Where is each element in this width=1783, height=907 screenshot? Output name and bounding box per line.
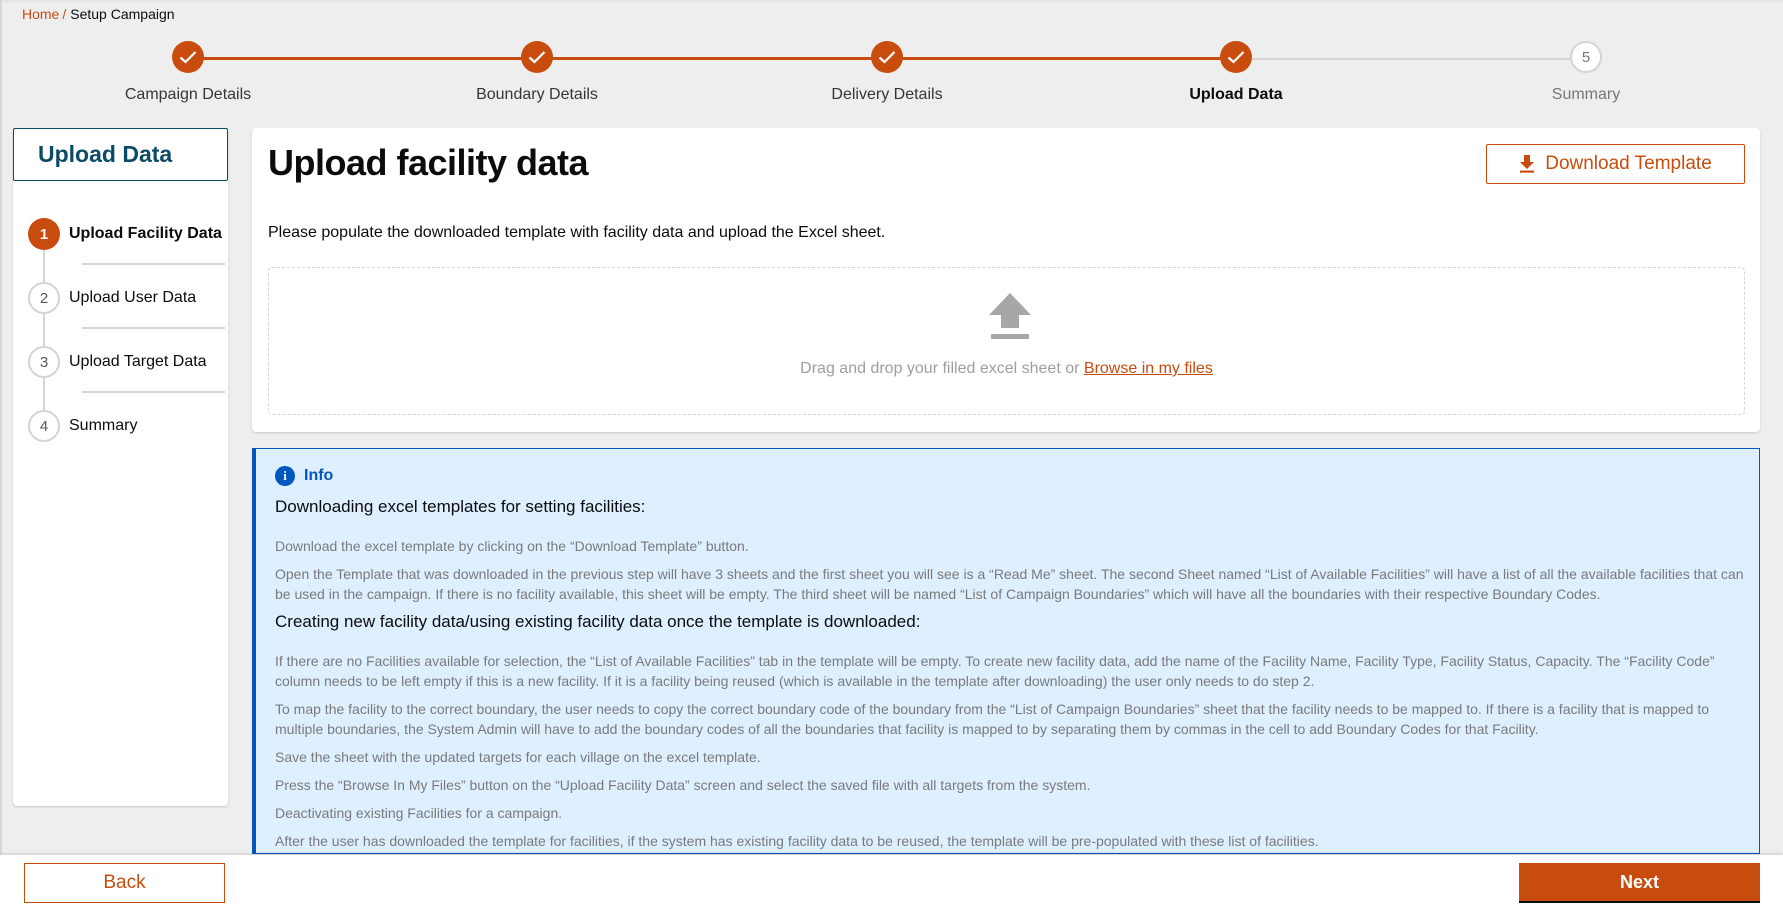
sidebar-item-label: Upload User Data (69, 289, 197, 306)
breadcrumb-current: Setup Campaign (70, 6, 175, 22)
sidebar-item-upload-target-data[interactable] (28, 346, 218, 410)
sidebar-item-summary[interactable] (28, 410, 218, 474)
info-heading: Creating new facility data/using existing facility data once the template is downloaded: (275, 612, 921, 631)
step-number: 5 (1570, 41, 1602, 73)
sidebar-steps (28, 218, 222, 474)
info-header (275, 466, 333, 486)
sidebar-connector (43, 314, 45, 346)
sidebar-item-number: 2 (28, 282, 60, 314)
action-bar (0, 855, 1783, 907)
upload-description: Please populate the downloaded template with facility data and upload the Excel sheet. (268, 224, 886, 241)
sidebar-item-label: Summary (69, 417, 138, 434)
browse-files-link[interactable]: Browse in my files (1083, 360, 1213, 377)
sidebar-item-number: 1 (28, 218, 60, 250)
step-label: Summary (1551, 86, 1621, 103)
check-icon (1220, 41, 1252, 73)
step-label: Upload Data (1189, 86, 1283, 103)
step-upload-data[interactable] (1086, 40, 1386, 104)
step-delivery-details[interactable] (737, 40, 1037, 104)
page-title: Upload facility data (268, 142, 589, 183)
info-paragraph: If there are no Facilities available for selection, the “List of Available Facilities” tab in the template will be empty. To create new facility data, add the name of the Facility Name, Facility Type, Facility Status, Capacity. The “Facility Code” column needs to be left empty if this is a new facility. If it is a facility being reused (which is available in the template after downloading) the user only needs to do step 2. (275, 653, 1715, 689)
info-body (275, 497, 1749, 854)
step-label: Boundary Details (476, 86, 598, 103)
sidebar-item-label: Upload Target Data (69, 353, 207, 370)
sidebar-connector (43, 250, 45, 282)
top-border (0, 0, 1783, 3)
sidebar-item-number: 3 (28, 346, 60, 378)
step-boundary-details[interactable] (387, 40, 687, 104)
campaign-stepper (0, 40, 1783, 110)
sidebar-item-label: Upload Facility Data (69, 225, 222, 242)
divider (82, 327, 225, 329)
dropzone-text: Drag and drop your filled excel sheet or Browse in my files (800, 360, 1213, 377)
info-label: Info (304, 467, 334, 484)
info-paragraph: To map the facility to the correct boundary, the user needs to copy the correct boundary code of the boundary from the “List of Campaign Boundaries” sheet that the facility needs to be mapped to. If there is a facility that is mapped to multiple boundaries, the System Admin will have to add the boundary codes of all the boundaries that facility is mapped to by separating them by commas in the cell to add Boundary Codes for that Facility. (275, 701, 1709, 737)
info-paragraph: Open the Template that was downloaded in the previous step will have 3 sheets and the first sheet you will see is a “Read Me” sheet. The second Sheet named “List of Available Facilities” will have a list of all the available facilities that can be used in the campaign. If there is no facility available, this sheet will be empty. The third sheet will be named “List of Campaign Boundaries” which will have all the boundaries with their respective Boundary Codes. (275, 566, 1744, 602)
sidebar (13, 128, 228, 806)
download-icon (1519, 155, 1535, 173)
info-paragraph: Press the “Browse In My Files” button on the “Upload Facility Data” screen and select the saved file with all targets from the system. (275, 777, 1091, 793)
next-button[interactable]: Next (1519, 863, 1760, 903)
sidebar-item-number: 4 (28, 410, 60, 442)
download-template-button[interactable] (1486, 144, 1745, 184)
breadcrumb-separator: / (62, 6, 67, 22)
check-icon (521, 41, 553, 73)
upload-icon (987, 293, 1033, 341)
info-paragraph: Deactivating existing Facilities for a campaign. (275, 805, 563, 821)
breadcrumb (22, 6, 175, 22)
info-heading: Downloading excel templates for setting facilities: (275, 497, 646, 516)
file-dropzone[interactable] (268, 267, 1745, 415)
step-campaign-details[interactable] (38, 40, 338, 104)
divider (82, 263, 225, 265)
back-button[interactable]: Back (24, 863, 225, 903)
download-template-label: Download Template (1545, 153, 1712, 174)
info-paragraph: Save the sheet with the updated targets for each village on the excel template. (275, 749, 761, 765)
divider (82, 391, 225, 393)
upload-card (252, 128, 1760, 432)
sidebar-item-upload-user-data[interactable] (28, 282, 218, 346)
sidebar-item-upload-facility-data[interactable] (28, 218, 222, 282)
step-label: Delivery Details (831, 86, 943, 103)
sidebar-connector (43, 378, 45, 410)
check-icon (172, 41, 204, 73)
step-summary[interactable] (1436, 40, 1736, 104)
stepper-progress-line (188, 57, 1236, 60)
info-icon: i (275, 466, 295, 486)
step-label: Campaign Details (124, 86, 252, 103)
breadcrumb-home-link[interactable]: Home (22, 6, 60, 22)
info-panel (252, 448, 1760, 854)
check-icon (871, 41, 903, 73)
info-paragraph: Download the excel template by clicking on the “Download Template” button. (275, 538, 749, 554)
info-paragraph: After the user has downloaded the template for facilities, if the system has existing facility data to be reused, the template will be pre-populated with these list of facilities. (275, 833, 1319, 849)
left-border (0, 0, 2, 907)
sidebar-title: Upload Data (13, 128, 228, 181)
